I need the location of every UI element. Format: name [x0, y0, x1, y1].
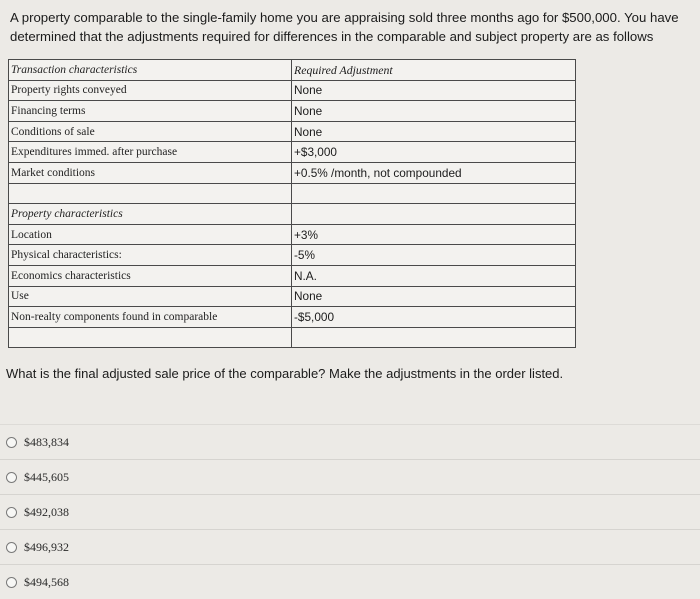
- table-row: [9, 142, 576, 163]
- answer-option-label: $445,605: [24, 469, 69, 484]
- table-cell-label: Physical characteristics:: [9, 245, 292, 266]
- radio-button-icon[interactable]: [6, 577, 17, 588]
- radio-button-icon[interactable]: [6, 542, 17, 553]
- table-cell-value: +3%: [292, 224, 576, 245]
- table-cell-label: Expenditures immed. after purchase: [9, 142, 292, 163]
- table-row: [9, 265, 576, 286]
- table-row: [9, 101, 576, 122]
- table-cell-label: Non-realty components found in comparable: [9, 307, 292, 328]
- answer-option-label: $483,834: [24, 434, 69, 449]
- table-cell-value: [292, 204, 576, 225]
- answer-option[interactable]: [0, 424, 700, 459]
- table-cell-label: Financing terms: [9, 101, 292, 122]
- table-cell-value: None: [292, 101, 576, 122]
- table-cell-value: None: [292, 286, 576, 307]
- table-cell-value: -5%: [292, 245, 576, 266]
- question-intro: A property comparable to the single-family home you are appraising sold three months ago for $500,000. You have determined that the adjustments required for differences in the comparable and subject property are as follows: [10, 10, 679, 44]
- radio-button-icon[interactable]: [6, 437, 17, 448]
- table-row: [9, 80, 576, 101]
- table-cell-value: +$3,000: [292, 142, 576, 163]
- radio-button-icon[interactable]: [6, 472, 17, 483]
- table-cell-label: Conditions of sale: [9, 121, 292, 142]
- table-row: [9, 224, 576, 245]
- table-cell-value: [292, 327, 576, 348]
- table-row: [9, 286, 576, 307]
- answer-option[interactable]: [0, 529, 700, 564]
- table-row: [9, 307, 576, 328]
- adjustments-table: [8, 59, 576, 348]
- table-cell-label: Market conditions: [9, 162, 292, 183]
- answer-option-label: $494,568: [24, 574, 69, 589]
- table-row: [9, 183, 576, 204]
- radio-button-icon[interactable]: [6, 507, 17, 518]
- table-cell-value: +0.5% /month, not compounded: [292, 162, 576, 183]
- table-row: [9, 162, 576, 183]
- table-cell-label: [9, 327, 292, 348]
- table-cell-value: None: [292, 80, 576, 101]
- table-row: [9, 327, 576, 348]
- table-row: [9, 245, 576, 266]
- table-cell-value: None: [292, 121, 576, 142]
- table-cell-label: Use: [9, 286, 292, 307]
- table-cell-value: [292, 183, 576, 204]
- answer-option-label: $496,932: [24, 539, 69, 554]
- table-cell-label: Property characteristics: [9, 204, 292, 225]
- table-cell-label: Location: [9, 224, 292, 245]
- answer-option[interactable]: [0, 564, 700, 599]
- table-row: [9, 204, 576, 225]
- answer-options: [0, 424, 700, 599]
- question-prompt: What is the final adjusted sale price of the comparable? Make the adjustments in the order listed.: [6, 366, 564, 381]
- answer-option-label: $492,038: [24, 504, 69, 519]
- table-cell-value: Required Adjustment: [292, 60, 576, 81]
- answer-option[interactable]: [0, 459, 700, 494]
- table-cell-label: [9, 183, 292, 204]
- table-cell-label: Property rights conveyed: [9, 80, 292, 101]
- table-row: [9, 60, 576, 81]
- table-cell-value: N.A.: [292, 265, 576, 286]
- table-cell-label: Transaction characteristics: [9, 60, 292, 81]
- table-cell-value: -$5,000: [292, 307, 576, 328]
- table-row: [9, 121, 576, 142]
- answer-option[interactable]: [0, 494, 700, 529]
- table-cell-label: Economics characteristics: [9, 265, 292, 286]
